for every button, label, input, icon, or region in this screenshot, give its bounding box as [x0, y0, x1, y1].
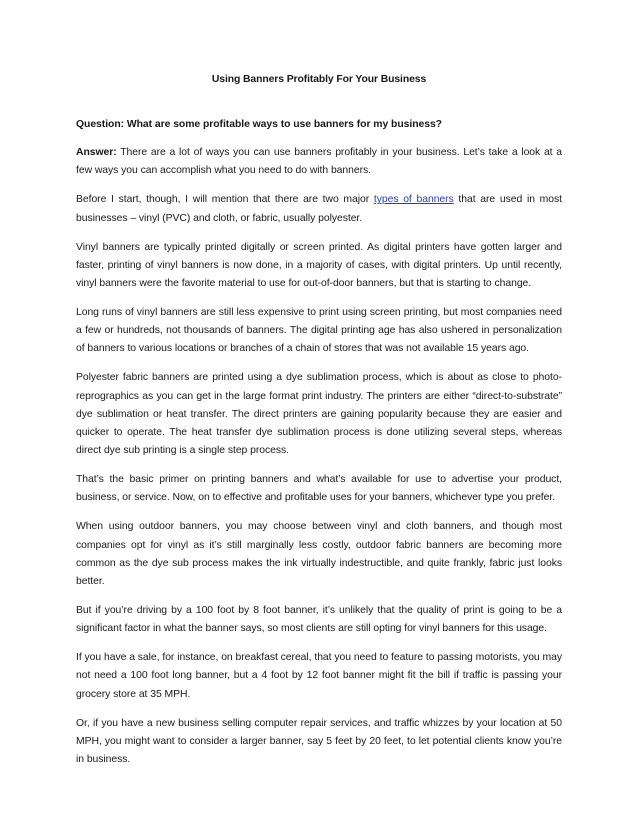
paragraph-polyester: Polyester fabric banners are printed using a dye sublimation process, which is about as close to photo-reprographics as you can get in the large format print industry. The printers are either “direct-to-substrate” dye sublimation or heat transfer. The direct printers are gaining popularity because they are easier and quicker to operate. The heat transfer dye sublimation process is done utilizing several steps, whereas direct dye sub printing is a single step process. — [76, 372, 562, 457]
paragraph-text: Before I start, though, I will mention that there are two major — [76, 194, 374, 206]
paragraph-sale: If you have a sale, for instance, on breakfast cereal, that you need to feature to passing motorists, you may not need a 100 foot long banner, but a 4 foot by 12 foot banner might fit the bill if traffic is passing your grocery store at 35 MPH. — [76, 652, 562, 700]
paragraph-driving: But if you’re driving by a 100 foot by 8 foot banner, it’s unlikely that the quality of print is going to be a significant factor in what the banner says, so most clients are still opting for vinyl banners for this usage. — [76, 605, 562, 635]
answer-paragraph — [76, 144, 562, 180]
question-paragraph: Question: What are some profitable ways to use banners for my business? — [76, 119, 442, 130]
paragraph-primer: That’s the basic primer on printing banners and what’s available for use to advertise your product, business, or service. Now, on to effective and profitable uses for your banners, whichever type you prefer. — [76, 474, 562, 504]
paragraph-text: that are used in most businesses – vinyl (PVC) and cloth, or fabric, usually polyester. — [76, 194, 562, 224]
answer-text: There are a lot of ways you can use banners profitably in your business. Let’s take a look at a few ways you can accomplish what you need to do with banners. — [76, 147, 562, 177]
paragraph-vinyl-printing: Vinyl banners are typically printed digitally or screen printed. As digital printers have gotten larger and faster, printing of vinyl banners is now done, in a majority of cases, with digital printers. Up until recently, vinyl banners were the favorite material to use for out-of-door banners, but that is starting to change. — [76, 241, 562, 290]
types-of-banners-link[interactable]: types of banners — [373, 194, 454, 206]
paragraph-outdoor: When using outdoor banners, you may choose between vinyl and cloth banners, and though most companies opt for vinyl as it’s still marginally less costly, outdoor fabric banners are becoming more common as the dye sub process makes the ink virtually indestructible, and quite frankly, fabric just looks better. — [76, 521, 562, 588]
paragraph-new-business: Or, if you have a new business selling computer repair services, and traffic whizzes by your location at 50 MPH, you might want to consider a larger banner, say 5 feet by 20 feet, to let potential clients know you’re in business. — [76, 717, 562, 766]
paragraph-banner-types — [76, 191, 562, 227]
document-body — [76, 116, 562, 780]
answer-label: Answer: — [76, 147, 117, 159]
paragraph-long-runs: Long runs of vinyl banners are still less expensive to print using screen printing, but most companies need a few or hundreds, not thousands of banners. The digital printing age has also ushered in personalization of banners to various locations or branches of a chain of stores that was not available 15 years ago. — [76, 307, 562, 355]
document-title: Using Banners Profitably For Your Business — [211, 74, 427, 85]
